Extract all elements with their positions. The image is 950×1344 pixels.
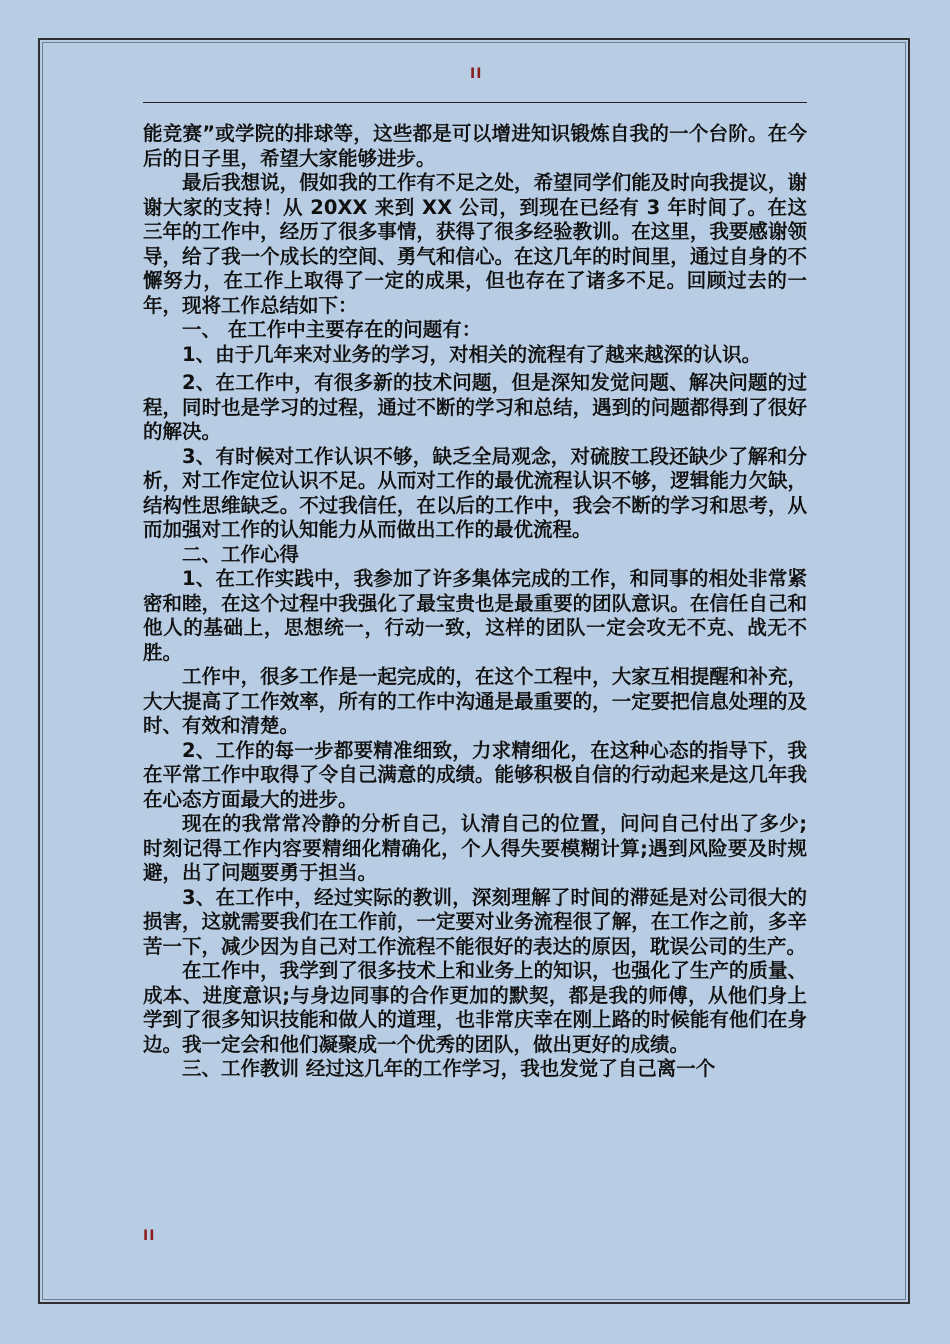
section-heading: 一、 在工作中主要存在的问题有： (182, 318, 482, 341)
paragraph: 2、在工作中，有很多新的技术问题，但是深知发觉问题、解决问题的过程，同时也是学习的过程，通过不断的学习和总结，遇到的问题都得到了很好的解决。 (143, 371, 807, 443)
paragraph: 3、在工作中，经过实际的教训，深刻理解了时间的滞延是对公司很大的损害，这就需要我们在工作前，一定要对业务流程很了解，在工作之前，多辛苦一下，减少因为自己对工作流程不能很好的表达的原因，耽误公司的生产。 (143, 885, 807, 958)
paragraph: 工作中，很多工作是一起完成的，在这个工程中，大家互相提醒和补充，大大提高了工作效率，所有的工作中沟通是最重要的，一定要把信息处理的及时、有效和清楚。 (143, 665, 807, 737)
section-heading: 三、工作教训 经过这几年的工作学习，我也发觉了自己离一个 (182, 1057, 716, 1080)
paragraph: 在工作中，我学到了很多技术上和业务上的知识，也强化了生产的质量、成本、进度意识;与身边同事的合作更加的默契，都是我的师傅，从他们身上学到了很多知识技能和做人的道理，也非常庆幸在刚上路的时候能有他们在身边。我一定会和他们凝聚成一个优秀的团队，做出更好的成绩。 (143, 959, 807, 1056)
document-body (143, 122, 807, 1082)
paragraph: 能竞赛”或学院的排球等，这些都是可以增进知识锻炼自我的一个台阶。在今后的日子里，希望大家能够进步。 (143, 122, 807, 170)
header-page-mark: II (470, 66, 483, 82)
header-rule (143, 102, 807, 103)
paragraph: 1、在工作实践中，我参加了许多集体完成的工作，和同事的相处非常紧密和睦，在这个过程中我强化了最宝贵也是最重要的团队意识。在信任自己和他人的基础上，思想统一，行动一致，这样的团队一定会攻无不克、战无不胜。 (143, 567, 807, 664)
paragraph: 2、工作的每一步都要精准细致，力求精细化，在这种心态的指导下，我在平常工作中取得了令自己满意的成绩。能够积极自信的行动起来是这几年我在心态方面最大的进步。 (143, 738, 807, 811)
paragraph: 最后我想说，假如我的工作有不足之处，希望同学们能及时向我提议，谢谢大家的支持！从 20XX 来到 XX 公司，到现在已经有 3 年时间了。在这三年的工作中，经历了很多事情，获得了很多经验教训。在这里，我要感谢领导，给了我一个成长的空间、勇气和信心。在这几年的时间里，通过自身的不懈努力，在工作上取得了一定的成果，但也存在了诸多不足。回顾过去的一年，现将工作总结如下： (143, 171, 807, 317)
paragraph: 3、有时候对工作认识不够，缺乏全局观念，对硫胺工段还缺少了解和分析，对工作定位认识不足。从而对工作的最优流程认识不够，逻辑能力欠缺，结构性思维缺乏。不过我信任，在以后的工作中，我会不断的学习和思考，从而加强对工作的认知能力从而做出工作的最优流程。 (143, 444, 807, 541)
section-heading: 二、工作心得 (182, 542, 300, 566)
paragraph: 1、由于几年来对业务的学习，对相关的流程有了越来越深的认识。 (182, 342, 762, 366)
paragraph: 现在的我常常冷静的分析自己，认清自己的位置，问问自己付出了多少;时刻记得工作内容要精细化精确化，个人得失要模糊计算;遇到风险要及时规避，出了问题要勇于担当。 (143, 812, 807, 884)
footer-page-mark: II (143, 1228, 156, 1244)
